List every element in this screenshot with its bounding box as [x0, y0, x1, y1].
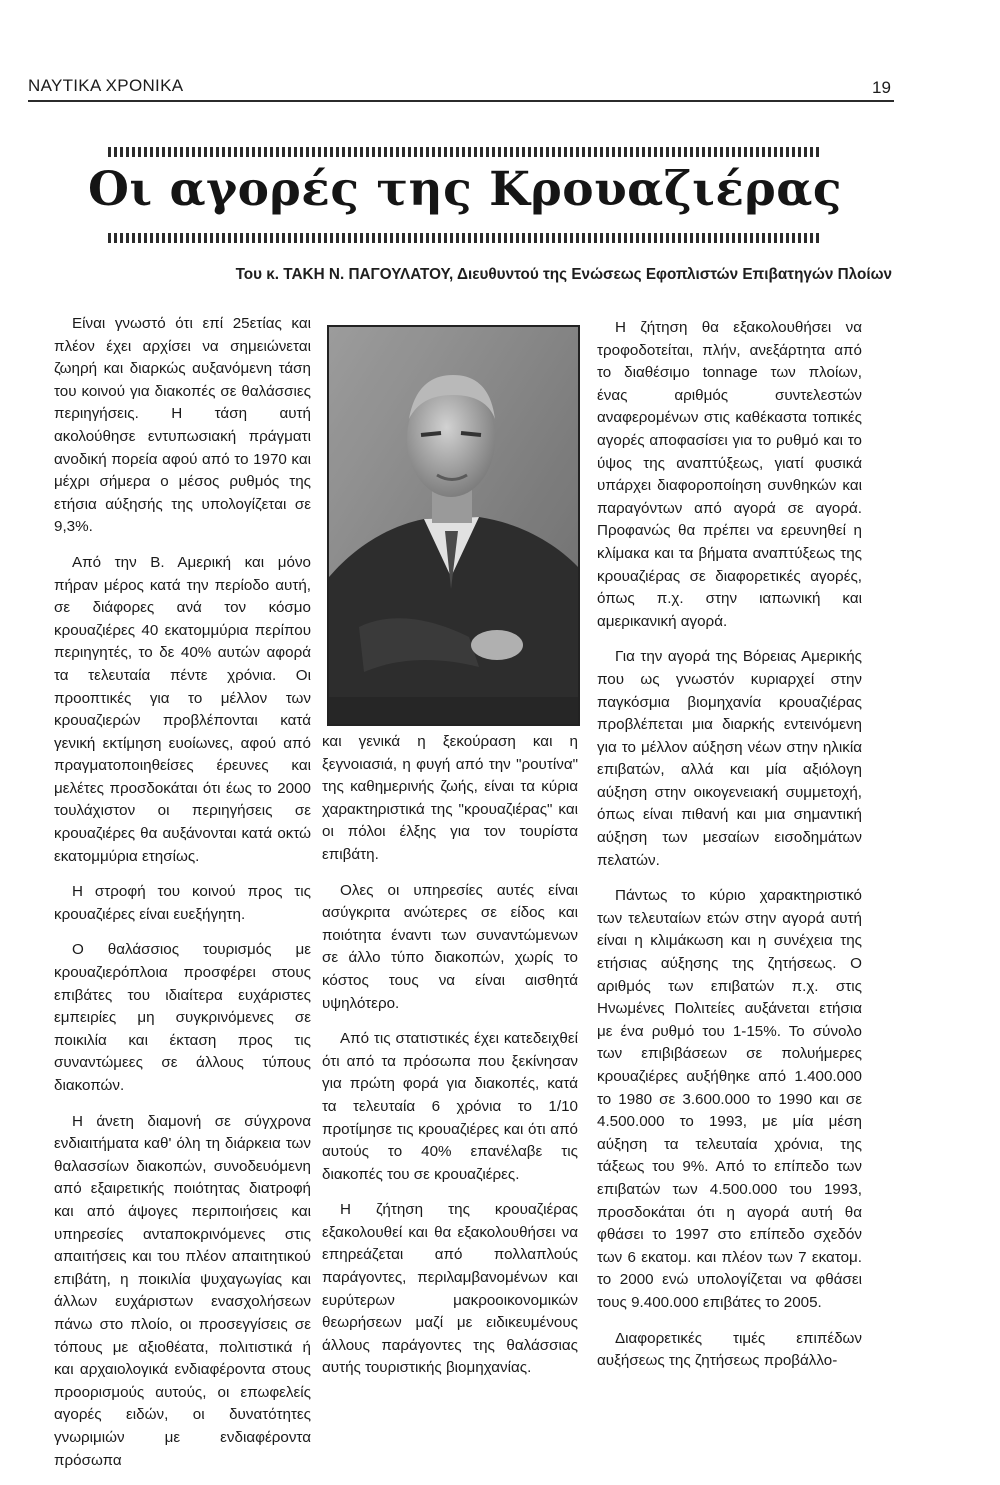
header-divider — [28, 100, 894, 102]
paragraph: Για την αγορά της Βόρειας Αμερικής που ως γνωστόν κυριαρχεί στην παγκόσμια βιομηχανία κρουαζιέρας προβλέπεται μια διαρκής εντεινόμενη για το μέλλον αύξηση νέων στην ηλικία επιβατών, αλλά και μία αξιόλογη αύξηση στην οικογενειακή συμμετοχή, όπως είναι πιθανή και μια σημαντική αύξηση των μεσαίων εισοδημάτων πελατών. — [597, 648, 862, 869]
publication-name: ΝΑΥΤΙΚΑ ΧΡΟΝΙΚΑ — [28, 76, 184, 95]
paragraph: Η άνετη διαμονή σε σύγχρονα ενδιαιτήματα καθ' όλη τη διάρκεια των θαλασσίων διακοπών, συνοδευόμενη από εξαιρετικής ποιότητας διατροφή και από άψογες περιποιήσεις και υπηρεσίες ανταποκρινόμενες στις απαιτήσεις και του πλέον απαιτητικού επιβάτη, η ποικιλία ψυχαγωγίας και άλλων ευχάριστων ενασχολήσεων πάνω στο πλοίο, οι προσεγγίσεις σε τόπους με αξιοθέατα, πολιτιστικά ή και αρχαιολογικά ενδιαφέροντα στους προορισμούς αυτούς, οι επωφελείς αγορές ειδών, οι δυνατότητες γνωριμιών με ενδιαφέροντα πρόσωπα — [54, 1112, 311, 1469]
article-column-1 — [54, 313, 311, 1485]
paragraph: Είναι γνωστό ότι επί 25ετίας και πλέον έχει αρχίσει να σημειώνεται ζωηρή και διαρκώς αυξανόμενη τάση του κοινού για διακοπές σε θαλάσσιες περιηγήσεις. Η τάση αυτή ακολούθησε εντυπωσιακή πράγματι ανοδική πορεία αφού από το 1970 και μέχρι σήμερα ο μέσος ρυθμός της ετήσια αύξησής της υπολογίζεται σε 9,3%. — [54, 315, 311, 536]
paragraph: Από την Β. Αμερική και μόνο πήραν μέρος κατά την περίοδο αυτή, σε διάφορες ανά τον κόσμο κρουαζιέρες 40 εκατομμύρια περίπου περιηγητές, το δε 40% αυτών αφορά τα τελευταία πέντε χρόνια. Οι προοπτικές για το μέλλον των κρουαζιερών προβλέπονται κατά γενική εκτίμηση ευοίωνες, αφού από πραγματοποιηθείσες έρευνες και μελέτες προσδοκάται ότι έως το 2000 τουλάχιστον οι περιηγήσεις σε κρουαζιέρες θα αυξάνονται κατά οκτώ εκατομμύρια ετησίως. — [54, 553, 311, 865]
title-ornament-bottom — [108, 233, 820, 243]
author-photo — [327, 325, 580, 726]
paragraph: Ο θαλάσσιος τουρισμός με κρουαζιερόπλοια προσφέρει στους επιβάτες του ιδιαίτερα ευχάριστες εμπειρίες μη συγκρινόμενες σε ποικιλία και έκταση προς τις συναντώμεες σε άλλους τύπους διακοπών. — [54, 941, 311, 1094]
article-byline: Του κ. ΤΑΚΗ Ν. ΠΑΓΟΥΛΑΤΟΥ, Διευθυντού της Ενώσεως Εφοπλιστών Επιβατηγών Πλοίων — [235, 266, 892, 283]
paragraph: Η στροφή του κοινού προς τις κρουαζιέρες είναι ευεξήγητη. — [54, 883, 311, 923]
page-number: 19 — [872, 78, 891, 97]
article-title: Οι αγορές της Κρουαζιέρας — [87, 162, 843, 217]
paragraph: Ολες οι υπηρεσίες αυτές είναι ασύγκριτα ανώτερες σε είδος και ποιότητα έναντι των συναντώμενων σε άλλο τύπο διακοπών, χωρίς το κόστος τους να είναι αισθητά υψηλότερο. — [322, 881, 578, 1012]
article-column-2 — [322, 731, 578, 1393]
paragraph: Η ζήτηση θα εξακολουθήσει να τροφοδοτείται, πλήν, ανεξάρτητα από το διαθέσιμο tonnage των πλοίων, ένας αριθμός συντελεστών αναφερομένων στις καθέκαστα τοπικές αγορές αποφασίσει για το ρυθμό και το ύψος της αναπτύξεως, γιατί φυσικά υπάρχει διαφοροποίηση συνθηκών και παραγόντων από αγορά σε αγορά. Προφανώς θα πρέπει να ερευνηθεί η κλίμακα και τα βήματα αναπτύξεως της κρουαζιέρας σε διαφορετικές αγορές, όπως π.χ. στην ιαπωνική και αμερικανική αγορά. — [597, 319, 862, 630]
paragraph: Πάντως το κύριο χαρακτηριστικό των τελευταίων ετών στην αγορά αυτή είναι η κλιμάκωση και η συνέχεια της ετήσιας αύξησης της ζητήσεως. Ο αριθμός των επιβατών π.χ. στις Ηνωμένες Πολιτείες αυξάνεται ετήσια με ένα ρυθμό του 1-15%. Το σύνολο των επιβιβάσεων σε πολυήμερες κρουαζιέρες αυξήθηκε από 1.400.000 το 1980 σε 3.600.000 το 1990 και σε 4.500.000 το 1993, με μία μέση αύξηση τα τελευταία χρόνια, της τάξεως του 9%. Από το επίπεδο των επιβατών των 4.500.000 του 1993, προσδοκάται ότι η αγορά αυτή θα φθάσει το 1997 στο επίπεδο σχεδόν των 6 εκατομ. και πλέον των 7 εκατομ. το 2000 ενώ υπολογίζεται να φθάσει τους 9.400.000 επιβάτες το 2005. — [597, 887, 862, 1311]
paragraph: Η ζήτηση της κρουαζιέρας εξακολουθεί και θα εξακολουθήσει να επηρεάζεται από πολλαπλούς παράγοντες, περιλαμβανομένων και ευρύτερων μακροοικονομικών θεωρήσεων μαζί με ειδικευμένους άλλους παράγοντες της θαλάσσιας αυτής τουριστικής βιομηχανίας. — [322, 1201, 578, 1377]
paragraph: Από τις στατιστικές έχει κατεδειχθεί ότι από τα πρόσωπα που ξεκίνησαν για πρώτη φορά για διακοπές, κατά τα τελευταία 6 χρόνια το 1/10 προτίμησε τις κρουαζιέρες και ότι από αυτούς το 40% επανέλαβε τις διακοπές του σε κρουαζιέρες. — [322, 1030, 578, 1183]
article-column-3 — [597, 317, 862, 1386]
paragraph: Διαφορετικές τιμές επιπέδων αυξήσεως της ζητήσεως προβάλλο- — [597, 1329, 862, 1370]
title-ornament-top — [108, 147, 820, 157]
paragraph: και γενικά η ξεκούραση και η ξεγνοιασιά, η φυγή από την "ρουτίνα" της καθημερινής ζωής, είναι τα κύρια χαρακτηριστικά της "κρουαζιέρας" και οι πόλοι έλξης για τον τουρίστα επιβάτη. — [322, 733, 578, 863]
